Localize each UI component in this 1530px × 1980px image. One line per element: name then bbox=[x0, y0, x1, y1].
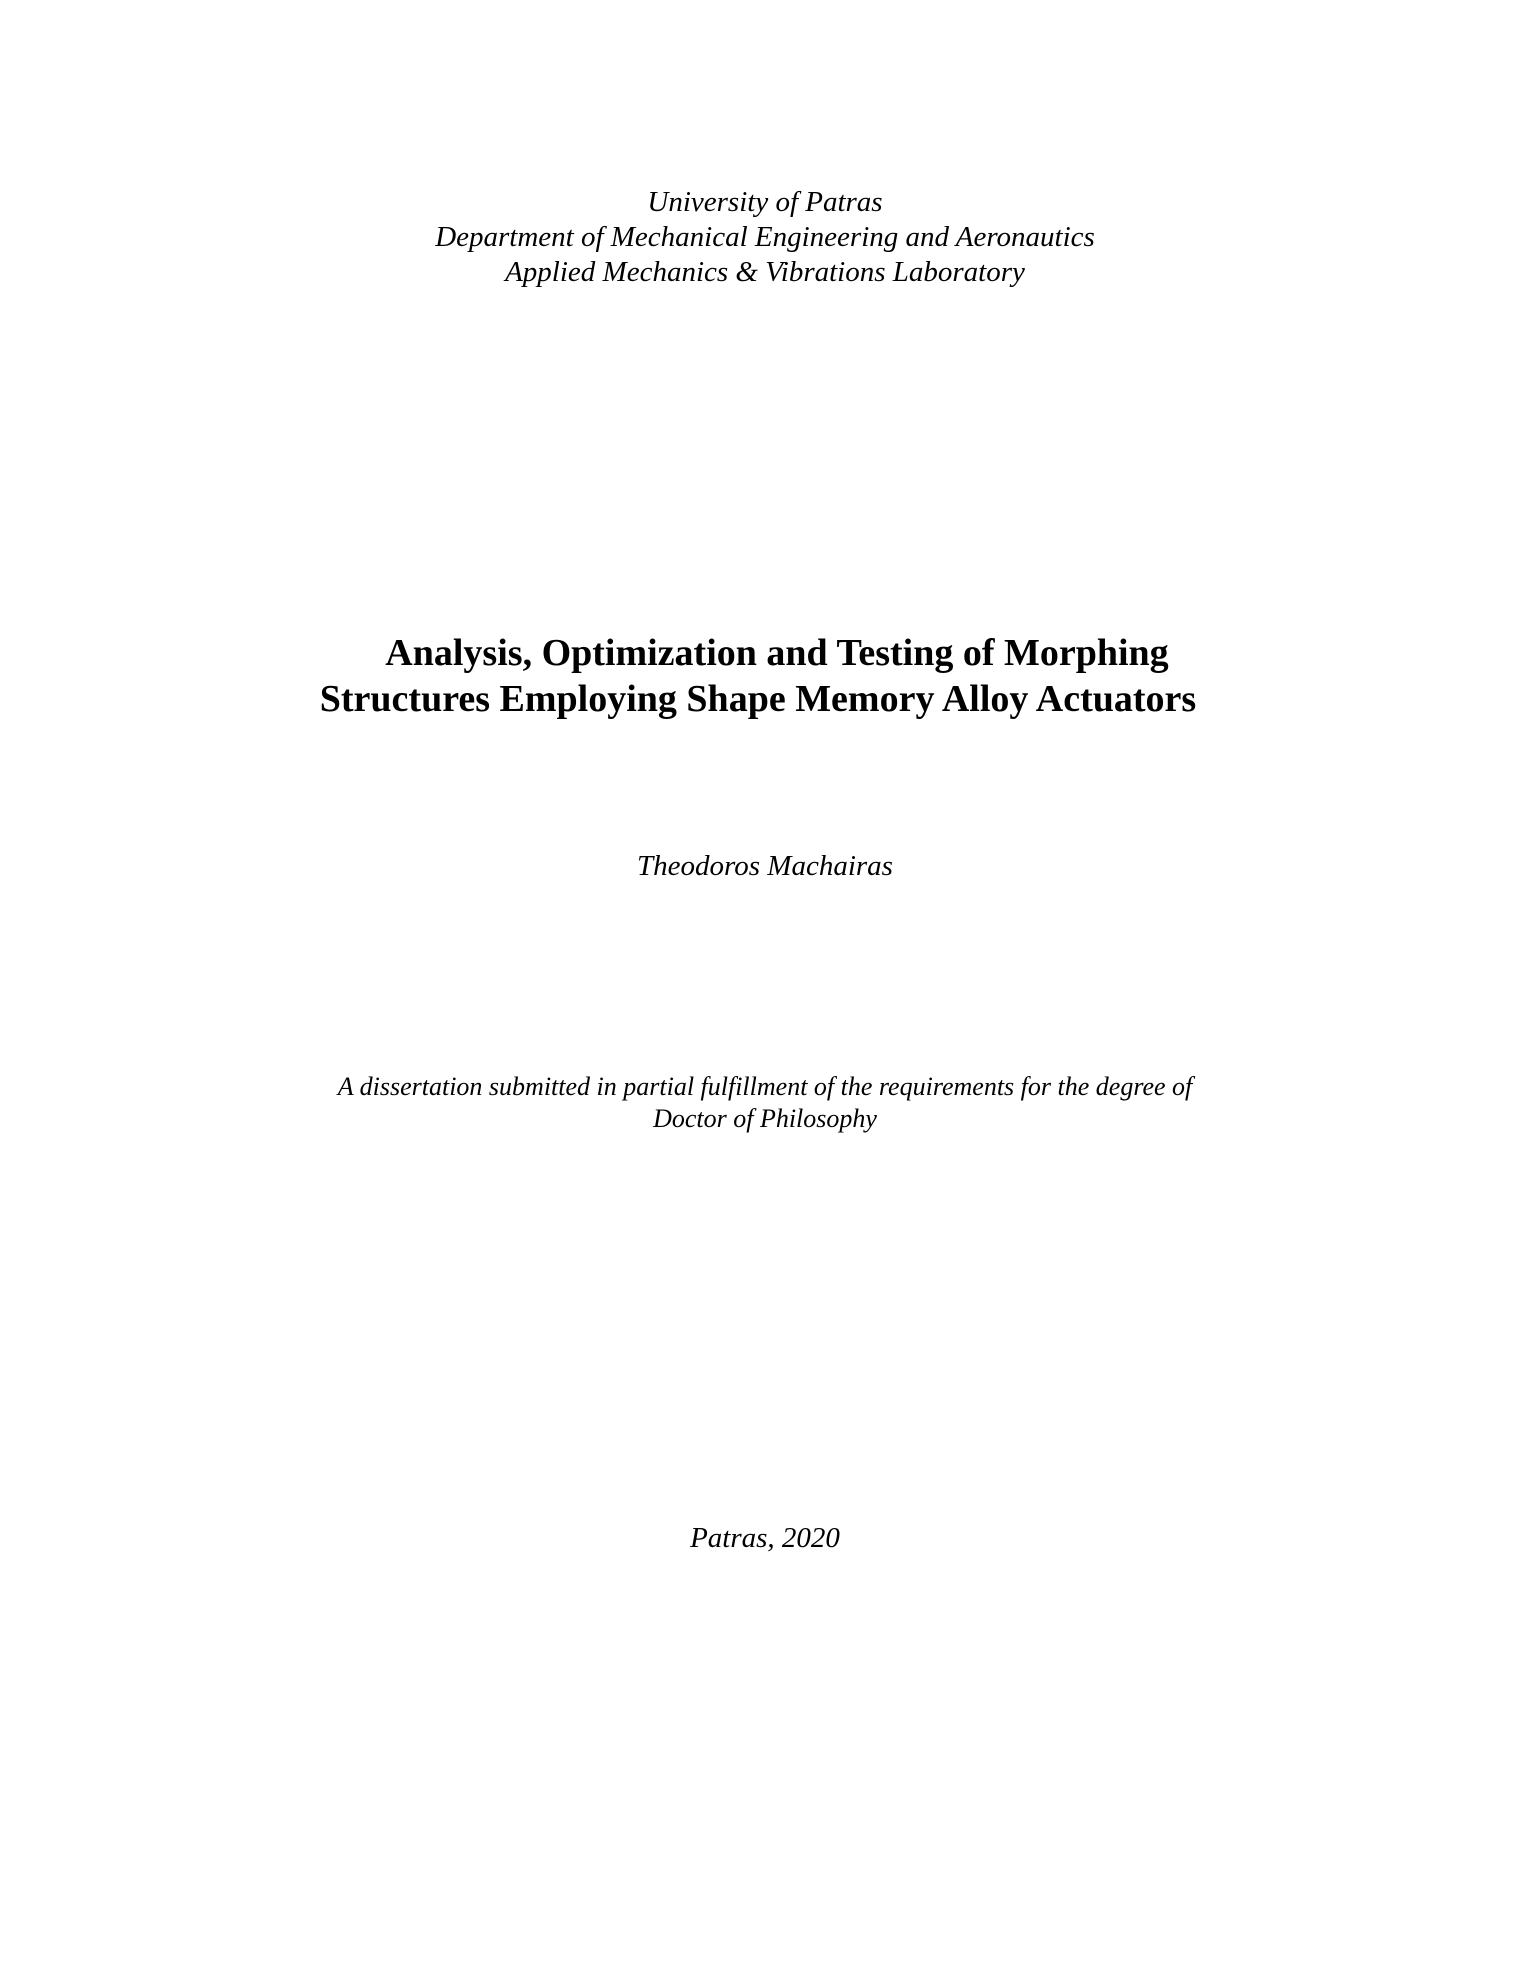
university-name: University of Patras bbox=[647, 186, 883, 218]
author-name: Theodoros Machairas bbox=[637, 850, 893, 882]
department-name: Department of Mechanical Engineering and Aeronautics bbox=[435, 221, 1095, 253]
dissertation-title bbox=[0, 630, 1530, 722]
degree-statement bbox=[0, 1071, 1530, 1135]
title-line-1: Analysis, Optimization and Testing of Morphing bbox=[385, 632, 1169, 674]
laboratory-name: Applied Mechanics & Vibrations Laboratory bbox=[505, 256, 1025, 288]
degree-line-1: A dissertation submitted in partial fulfillment of the requirements for the degree of bbox=[337, 1072, 1193, 1101]
author-block bbox=[0, 849, 1530, 884]
degree-line-2: Doctor of Philosophy bbox=[653, 1104, 877, 1133]
title-line-2: Structures Employing Shape Memory Alloy Actuators bbox=[319, 678, 1197, 720]
institution-block bbox=[0, 185, 1530, 290]
place-date-block bbox=[0, 1521, 1530, 1556]
place-date: Patras, 2020 bbox=[690, 1522, 840, 1554]
